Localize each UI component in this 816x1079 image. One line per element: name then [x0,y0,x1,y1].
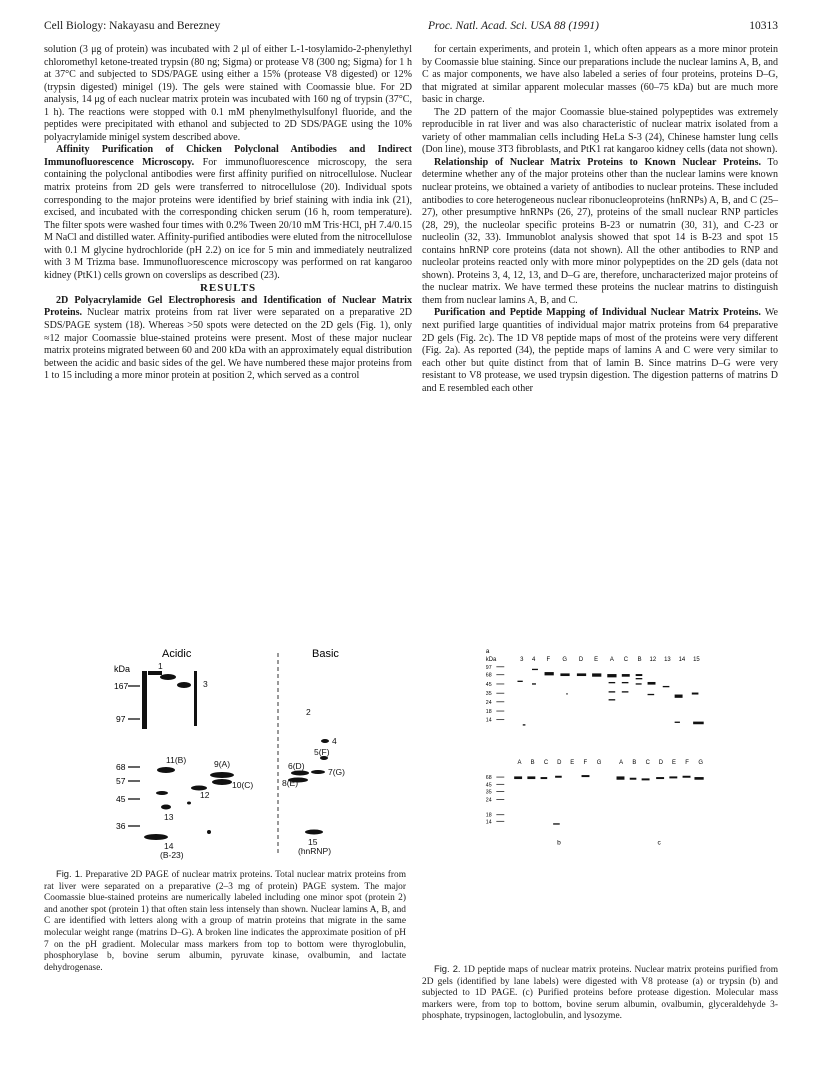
b-lane-f: F [583,759,588,766]
top-lane-g: G [562,656,568,663]
bottom-markers [486,775,492,825]
spot-6 [291,771,309,776]
top-marker-14: 14 [485,717,492,724]
label-13: 13 [164,812,174,822]
top-lane-e: E [594,656,599,663]
band [694,777,703,780]
bottom-marker-45: 45 [485,782,492,789]
spot-7 [311,770,325,774]
band [609,699,616,700]
label-12: 12 [200,790,210,800]
journal-citation: Proc. Natl. Acad. Sci. USA 88 (1991) [428,20,599,32]
bottom-marker-35: 35 [485,789,492,796]
top-marker-68: 68 [485,672,492,679]
label-b23: (B-23) [160,850,184,860]
spot-4 [321,739,329,743]
band [577,673,586,676]
figure-1-caption-label: Fig. 1. [56,868,83,879]
band [527,776,535,779]
results-heading: RESULTS [199,282,257,295]
spot-9 [210,772,234,778]
purification-heading: Purification and Peptide Mapping of Individual Nuclear Matrix Proteins. [434,307,761,319]
top-lane-13: 13 [664,656,671,663]
band [636,683,642,684]
page-number: 10313 [749,20,778,32]
label-8e: 8(E) [282,778,299,788]
kda-label: kDa [114,664,131,674]
band [517,681,522,682]
spot-streak-1 [142,671,147,729]
label-4: 4 [332,736,337,746]
top-lane-labels [520,657,700,663]
spot-11 [157,767,175,773]
spot-small-b [207,830,211,834]
band [663,686,670,687]
band [609,691,616,692]
acidic-label: Acidic [162,648,192,660]
label-1: 1 [158,661,163,671]
bottom-gel-bands [514,775,704,825]
label-5f: 5(F) [314,747,330,757]
top-gel-bands [517,669,703,726]
affinity-heading: Affinity Purification of Chicken Polyclonal Antibodies and Indirect Immunofluorescence Microscopy. [44,144,412,168]
c-lane-g: G [698,759,704,766]
spot-3-blob [177,682,191,688]
band [541,777,548,779]
right-column [422,44,778,395]
spot-streak-2 [194,671,197,726]
label-6d: 6(D) [288,761,305,771]
affinity-paragraph [44,144,412,282]
basic-label: Basic [312,648,339,660]
label-14: 14 [164,841,174,851]
band [560,673,569,676]
band [636,678,643,679]
spot-13-blob [161,805,171,810]
c-lane-b: B [632,759,637,766]
band [669,776,677,778]
label-11b: 11(B) [166,755,187,765]
top-marker-ticks [496,667,504,720]
methods-paragraph: solution (3 μg of protein) was incubated with 2 μl of either L-1-tosylamido-2-phenylethyl chloromethyl ketone-treated trypsin (80 ng; Sigma) or protease V8 (300 ng; Sigma) for 1 h at 37°C and subjected to SDS/PAGE using either a 15% (protease V8 digested) or 12% (trypsin digested) minigel (19). The gels were stained with Coomassie blue. For 2D analysis, 14 μg of each nuclear matrix protein was incubated with 160 ng of trypsin (37°C, 1 h). The reactions were stopped with 0.1 mM phenylmethylsulfonyl fluoride, and the peptides were precipitated with ethanol and subjected to 2D SDS/PAGE using the 10% polyacrylamide minigel system described above. [44,44,412,143]
spot-small-c [187,802,191,805]
top-lane-14: 14 [678,656,686,663]
band [622,682,629,683]
label-9a: 9(A) [214,759,231,769]
band [532,683,536,684]
b-lane-e: E [570,759,575,766]
band [675,722,680,723]
c-lane-e: E [672,759,676,766]
affinity-body: For immunofluorescence microscopy, the sera containing the polyclonal antibodies were first affinity purified on nitrocellulose. Nuclear matrix proteins from 2D gels were transferred to nitrocellulose (20). Individual spots corresponding to the major proteins were identified by brief staining with india ink (21), excised, and incubated with the corresponding chicken serum (16 h, room temperature). The filter spots were washed four times with 0.2% Tween 20/10 mM Tris·HCl, pH 7.4/0.15 M NaCl and distilled water. Affinity-purified antibodies were eluted from the nitrocellulose with 0.1 M glycine hydrochloride (pH 2.2) on ice for 5 min and immediately neutralized with 3 M Trizma base. Immunofluorescence microscopy was performed on rat kangaroo kidney (PtK1) cells grown on coverslips as described (23). [44,156,412,281]
band [642,778,650,780]
relationship-heading: Relationship of Nuclear Matrix Proteins to Known Nuclear Proteins. [434,156,762,168]
figure-1-caption-text: Preparative 2D PAGE of nuclear matrix proteins. Total nuclear matrix proteins from rat liver were separated on a preparative (2–3 mg of protein) PAGE system. The major Coomassie blue-stained proteins are numerically labeled including one minor spot (protein 2) and another spot (protein 1) that often stain less intensely than shown. Nuclear lamins A, B, and C are identified with letters along with a group of matrin proteins that migrate in the same molecular weight range (matrins D–G). A broken line indicates the approximate position of pH 7 on the pH gradient. Molecular mass markers from top to bottom were thyroglobulin, phosphorylase b, bovine serum albumin, pyruvate kinase, ovalbumin, and lactate dehydrogenase. [44,870,406,973]
c-lane-f: F [685,759,689,766]
b-lane-a: A [517,759,522,766]
band [675,695,683,698]
electrophoresis-body: Nuclear matrix proteins from rat liver were separated on a preparative 2D SDS/PAGE system (18). Whereas >50 spots were detected on the 2D gels (Fig. 1), only ≈12 major Coomassie blue-stained proteins were present. Most of these major nuclear matrix proteins migrated between 60 and 200 kDa with an approximately equal distribution between the acidic and basic sides of the gel. We have numbered these major proteins from 1 to 15 including a more minor protein at position 2, which served as a control [44,307,412,382]
top-marker-18: 18 [485,709,492,716]
label-3: 3 [203,679,208,689]
marker-68: 68 [116,762,126,772]
panel-a-kda: kDa [485,656,497,663]
band [514,776,522,779]
electrophoresis-heading: 2D Polyacrylamide Gel Electrophoresis and Identification of Nuclear Matrix Proteins. [44,294,412,319]
marker-97: 97 [116,714,126,724]
top-lane-15: 15 [693,656,700,663]
figure-2-caption [422,963,778,1023]
bottom-lane-labels-c [619,760,703,766]
continued-paragraph: for certain experiments, and protein 1, which often appears as a more minor protein by Coomassie blue staining. Since our preparations include the nuclear lamins A, B, and C as major components, we have also labeled a series of four proteins, proteins D–G, that migrated at similar apparent molecular masses (60–75 kDa) but are much more basic in charge. [422,44,778,106]
c-lane-a: A [619,759,624,766]
figure-2-caption-text: 1D peptide maps of nuclear matrix proteins. Nuclear matrix proteins purified from 2D gels (identified by lane labels) were digested with V8 protease (a) or trypsin (b) and subjected to 1D PAGE. (c) Purified proteins before protease digestion. Molecular mass markers were, from top to bottom, bovine serum albumin, ovalbumin, glyceraldehyde 3-phosphate, trypsinogen, lactoglobulin, and lysozyme. [422,965,779,1022]
band [648,682,656,685]
b-lane-c: C [543,759,549,766]
top-marker-24: 24 [485,699,492,706]
top-markers [486,665,492,724]
bottom-marker-24: 24 [485,797,492,804]
band [622,691,629,692]
b-lane-d: D [557,759,562,766]
marker-ticks [128,686,140,826]
figure-2-caption-label: Fig. 2. [434,963,461,974]
relationship-paragraph [422,157,778,308]
band [545,672,554,675]
c-lane-c: C [645,759,650,766]
band [582,775,590,777]
purification-paragraph [422,307,778,395]
spot-band-top [148,671,162,675]
panel-a-label: a [485,647,490,655]
band [555,776,562,778]
bottom-marker-ticks [496,777,504,821]
band [630,778,637,780]
purification-body: We next purified large quantities of individual major matrix proteins from 64 preparative 2D gels (Fig. 2c). The 1D V8 peptide maps of most of the proteins were very different (Fig. 2a). As reported (34), the peptide maps of lamins A and C were very similar to each other but quite distinct from that of lamin B. Since matrins D–G were very resistant to V8 protease, we used trypsin digestion. The digestion patterns of matrins D and E resembled each other [422,307,779,394]
top-marker-35: 35 [485,691,492,698]
top-lane-c: C [623,656,629,663]
top-lane-f: F [546,656,551,663]
marker-45: 45 [116,794,126,804]
spot-10 [212,779,232,785]
bottom-marker-68: 68 [485,775,492,782]
band [553,823,560,824]
band [607,674,616,677]
c-lane-d: D [658,759,664,766]
label-hnrnp: (hnRNP) [298,846,332,856]
bottom-marker-14: 14 [485,819,492,826]
top-lane-d: D [578,656,584,663]
band [566,693,567,694]
spot-15 [305,830,323,835]
band [692,693,699,695]
band [523,724,526,725]
left-column [44,44,412,383]
band [592,673,601,676]
spot-small-a [156,791,168,795]
band [683,776,691,778]
spot-14 [144,834,168,840]
bottom-lane-labels-b [517,760,601,766]
band [617,776,625,779]
results-paragraph [44,295,412,383]
bottom-marker-18: 18 [485,812,492,819]
panel-c-label: c [657,839,661,847]
band [636,674,643,676]
relationship-body: To determine whether any of the major proteins other than the nuclear lamins were known nuclear proteins, we obtained a variety of antibodies to nuclear proteins. These included antibodies to core heterogeneous nuclear ribonucleoproteins (hnRNPs) A, B, and C (25–27), other presumptive hnRNPs (26, 27), proteins of the small nuclear RNP particles (28, 29), the nucleolar specific proteins B-23 or numatrin (30, 31), and C-23 or nucleolin (32, 33). Immunoblot analysis showed that spot 14 is B-23 and spot 15 contains hnRNP core proteins (data not shown). All the other antibodies to RNP and nucleolar proteins reacted only with more minor polypeptides on the 2D gels (data not shown). Proteins 3, 4, 12, 13, and D–G are, therefore, uncharacterized major proteins of the nuclear matrix. We have termed these proteins the nuclear matrins to distinguish them from nuclear lamins A, B, and C. [422,156,778,306]
figure-2-peptide-maps [422,645,782,855]
running-head-left: Cell Biology: Nakayasu and Berezney [44,20,221,32]
label-2: 2 [306,707,311,717]
band [648,694,655,695]
figure-1-2d-gel [44,645,412,860]
running-head-right [428,20,778,32]
band [609,682,616,683]
label-7g: 7(G) [328,767,345,777]
spot-1 [160,674,176,680]
b-lane-b: B [530,759,535,766]
band [656,777,664,779]
label-10c: 10(C) [232,780,254,790]
figure-1-caption [44,868,406,974]
b-lane-g: G [596,759,602,766]
band [532,669,538,670]
band [693,722,704,725]
top-lane-4: 4 [532,656,536,663]
top-lane-12: 12 [649,656,657,663]
top-lane-3: 3 [520,656,524,663]
top-marker-97: 97 [485,664,492,671]
marker-36: 36 [116,821,126,831]
top-marker-45: 45 [485,681,492,688]
marker-167: 167 [114,681,129,691]
label-15: 15 [308,837,318,847]
pattern-paragraph: The 2D pattern of the major Coomassie blue-stained polypeptides was extremely reproducible in rat liver and was also characteristic of nuclear matrix isolated from a variety of other mammalian cells including HeLa S-3 (24), Chinese hamster lung cells (Don line), mouse 3T3 fibroblasts, and PtK1 rat kangaroo kidney cells (data not shown). [422,106,778,156]
top-lane-b: B [637,656,642,663]
top-lane-a: A [609,656,614,663]
band [622,674,630,677]
marker-57: 57 [116,776,126,786]
panel-b-label: b [557,839,561,847]
